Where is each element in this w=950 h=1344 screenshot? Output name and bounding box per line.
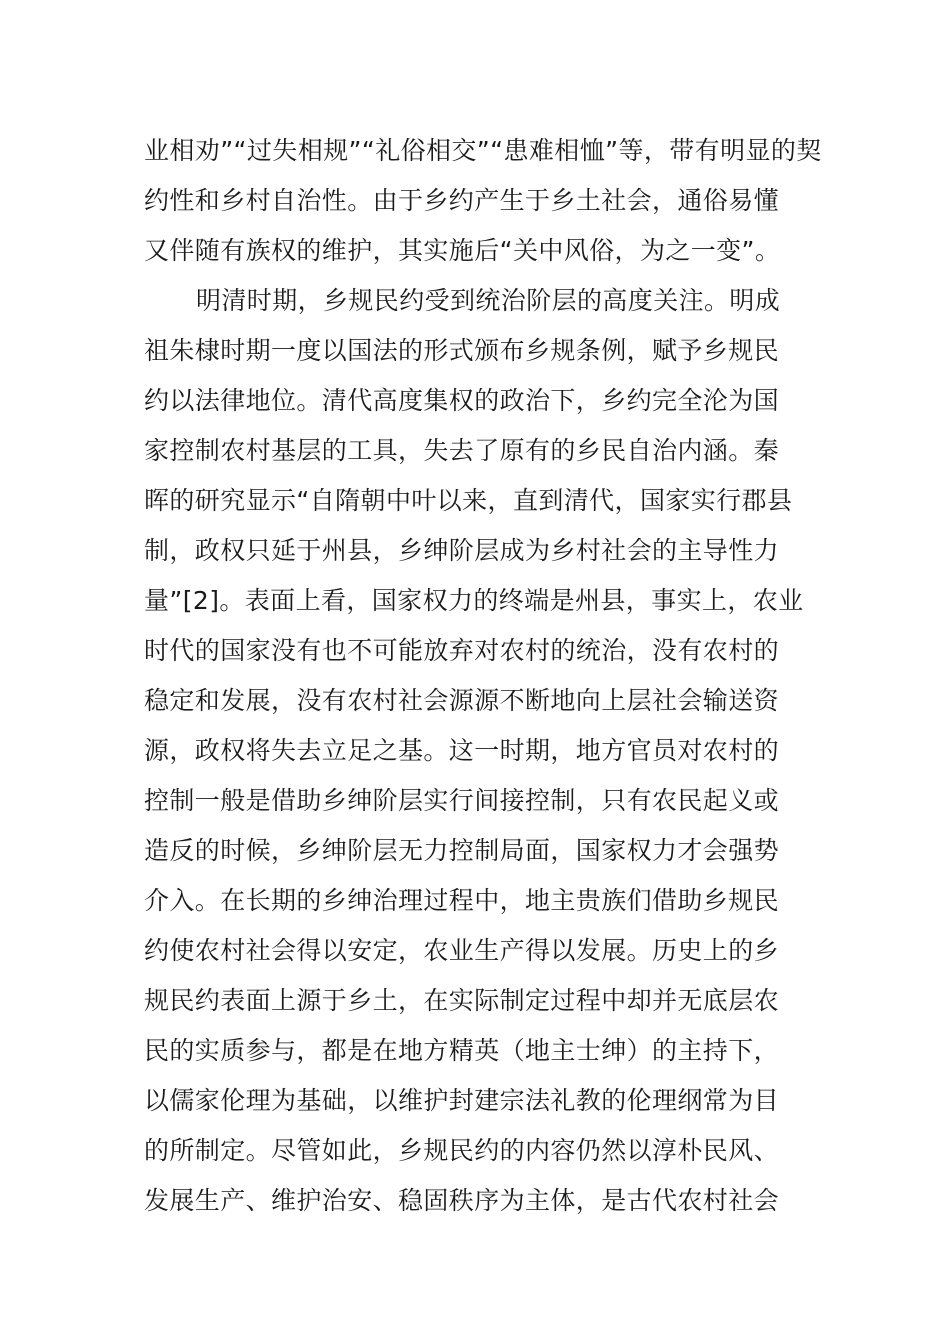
text-line: 的所制定。尽管如此，乡规民约的内容仍然以淳朴民风、	[144, 1136, 780, 1165]
text-line: 业相劝”“过失相规”“礼俗相交”“患难相恤”等，带有明显的契	[144, 136, 822, 165]
text-line: 量”[2]。表面上看，国家权力的终端是州县，事实上，农业	[144, 586, 804, 615]
text-line: 晖的研究显示“自隋朝中叶以来，直到清代，国家实行郡县	[144, 486, 793, 515]
text-line: 规民约表面上源于乡土，在实际制定过程中却并无底层农	[144, 986, 780, 1015]
text-line: 民的实质参与，都是在地方精英（地主士绅）的主持下，	[144, 1036, 780, 1065]
text-line: 祖朱棣时期一度以国法的形式颁布乡规条例，赋予乡规民	[144, 336, 780, 365]
paragraph-first-line: 明清时期，乡规民约受到统治阶层的高度关注。明成	[196, 286, 781, 315]
text-line: 约性和乡村自治性。由于乡约产生于乡土社会，通俗易懂	[144, 186, 780, 215]
text-line: 又伴随有族权的维护，其实施后“关中风俗，为之一变”。	[144, 236, 781, 265]
text-line: 源，政权将失去立足之基。这一时期，地方官员对农村的	[144, 736, 780, 765]
text-line: 家控制农村基层的工具，失去了原有的乡民自治内涵。秦	[144, 436, 780, 465]
text-line: 发展生产、维护治安、稳固秩序为主体，是古代农村社会	[144, 1186, 780, 1215]
text-line: 约使农村社会得以安定，农业生产得以发展。历史上的乡	[144, 936, 780, 965]
text-line: 介入。在长期的乡绅治理过程中，地主贵族们借助乡规民	[144, 886, 780, 915]
text-line: 稳定和发展，没有农村社会源源不断地向上层社会输送资	[144, 686, 780, 715]
text-line: 以儒家伦理为基础，以维护封建宗法礼教的伦理纲常为目	[144, 1086, 780, 1115]
body-text	[144, 126, 822, 1226]
text-line: 造反的时候，乡绅阶层无力控制局面，国家权力才会强势	[144, 836, 780, 865]
text-line: 制，政权只延于州县，乡绅阶层成为乡村社会的主导性力	[144, 536, 780, 565]
text-line: 约以法律地位。清代高度集权的政治下，乡约完全沦为国	[144, 386, 780, 415]
text-line: 时代的国家没有也不可能放弃对农村的统治，没有农村的	[144, 636, 780, 665]
text-line: 控制一般是借助乡绅阶层实行间接控制，只有农民起义或	[144, 786, 780, 815]
